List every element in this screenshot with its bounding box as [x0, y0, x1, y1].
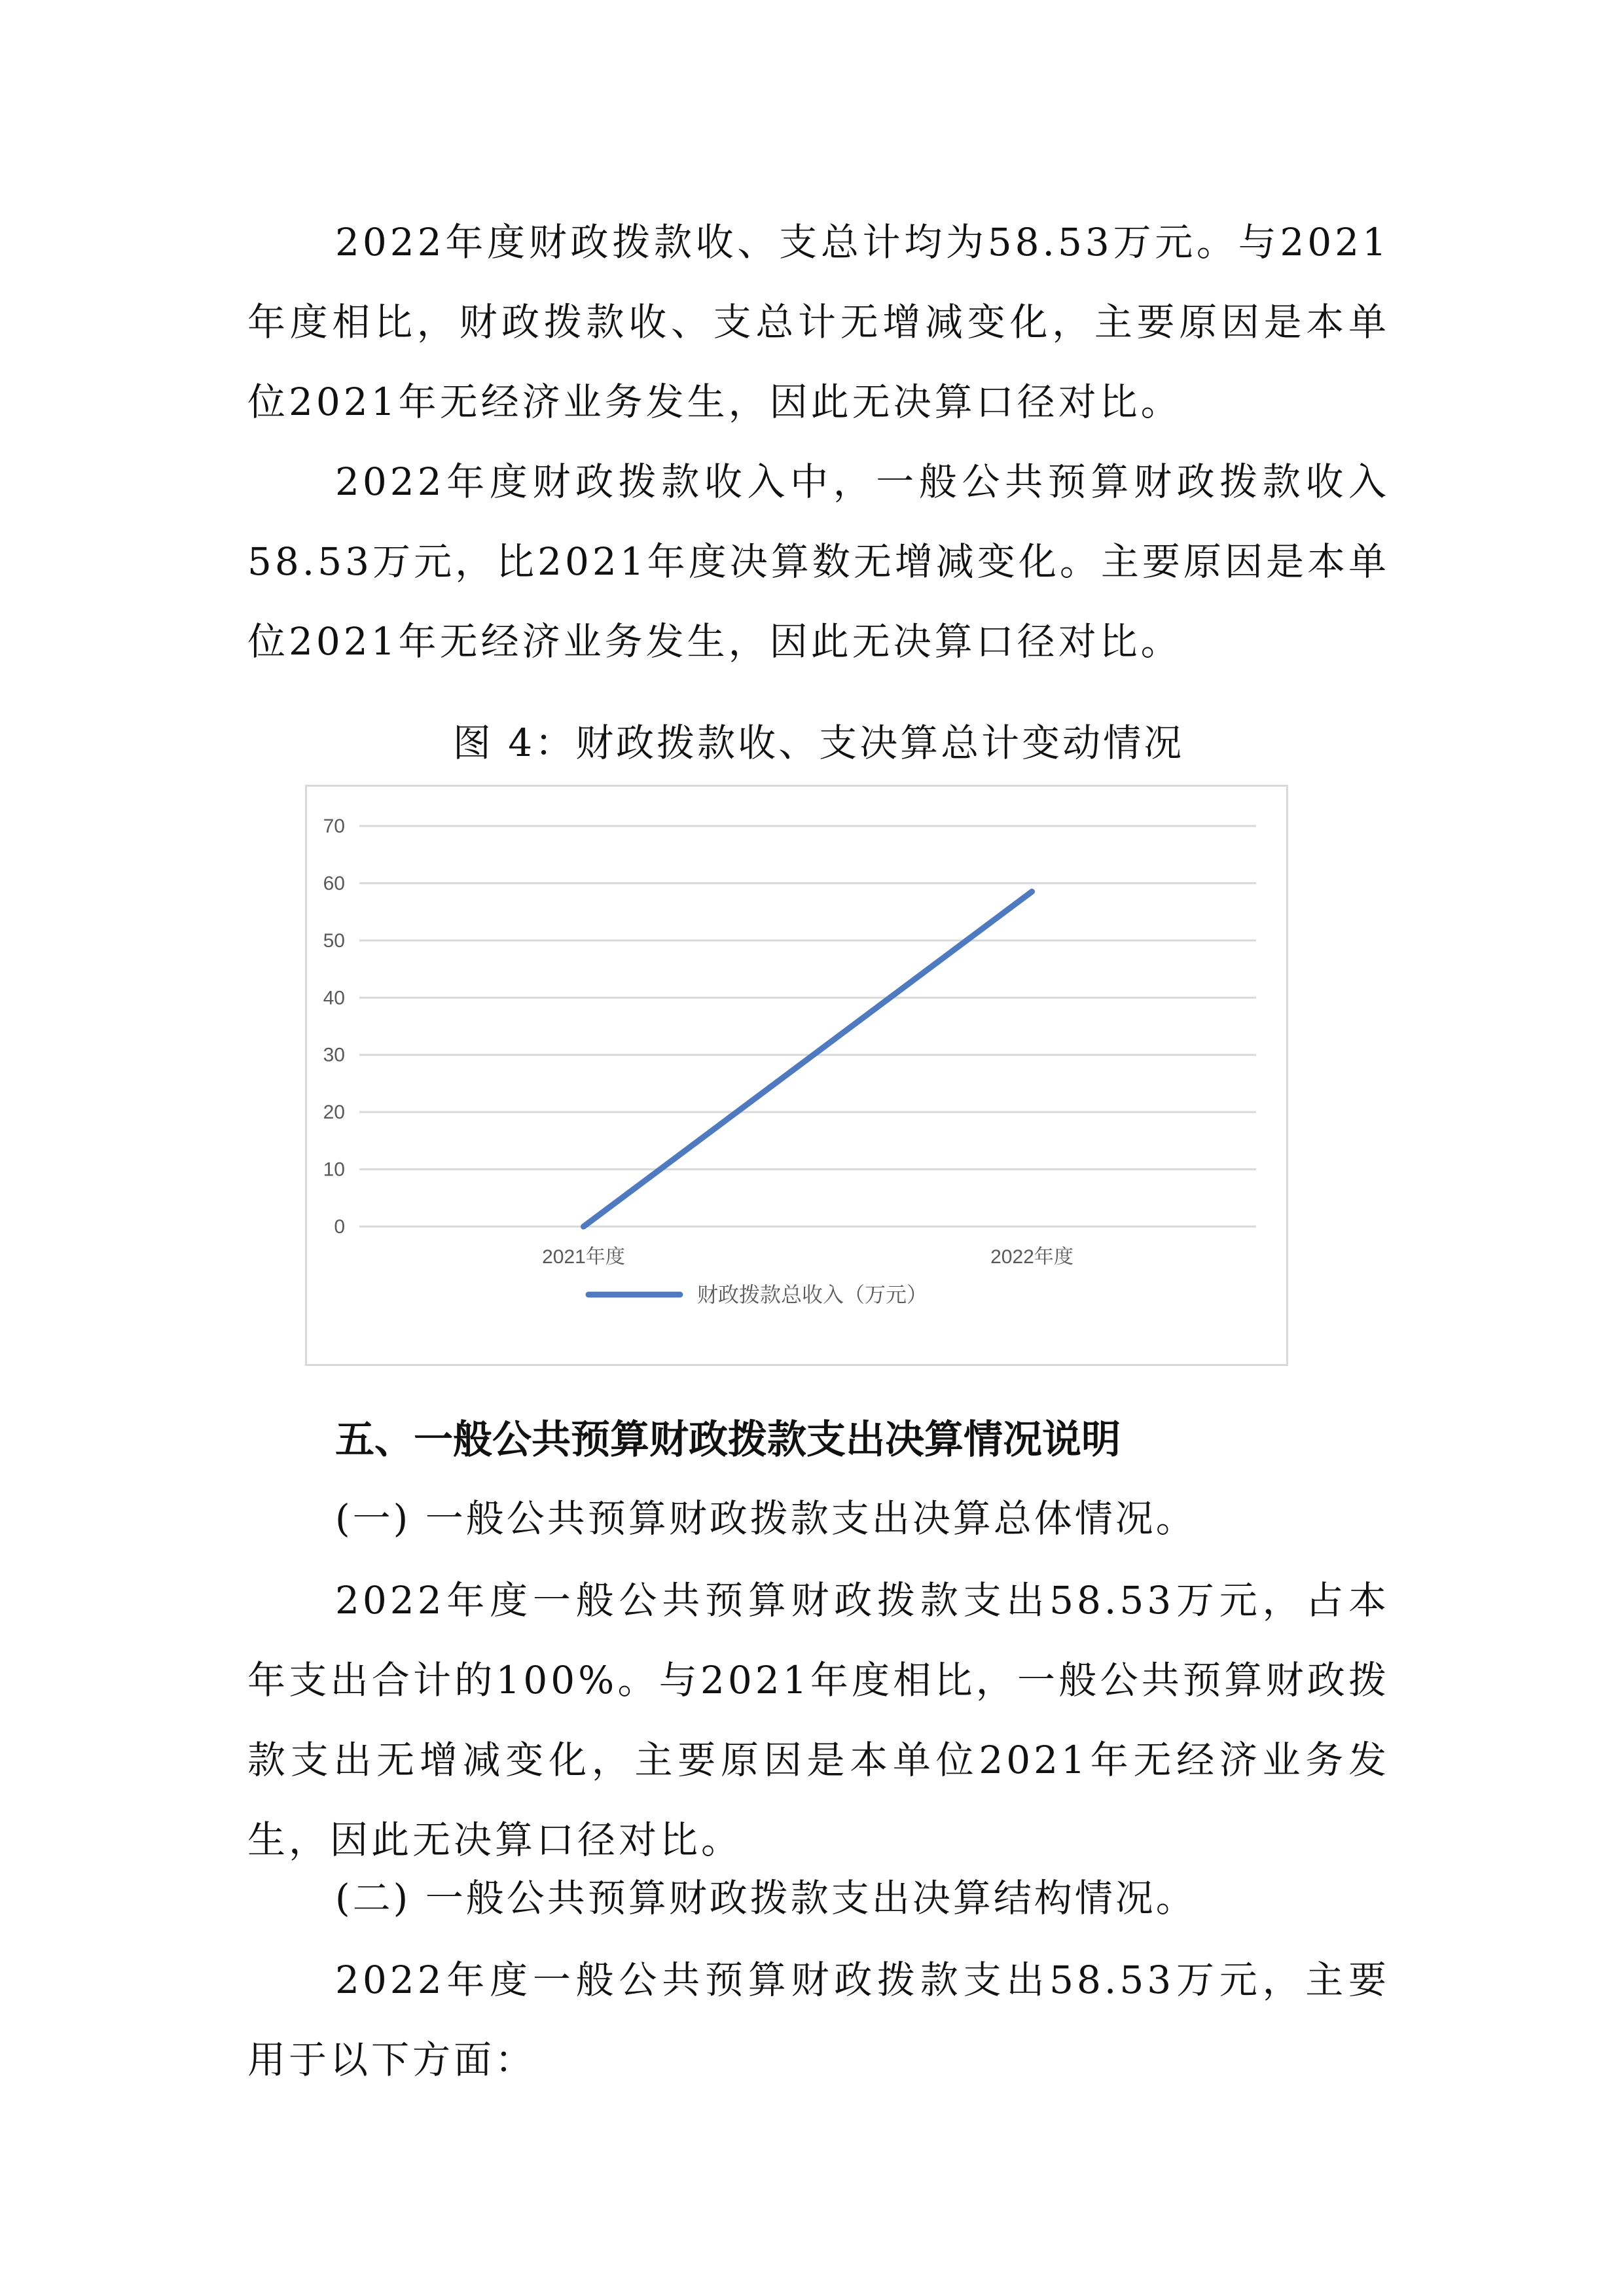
- section-heading: 五、一般公共预算财政拨款支出决算情况说明: [335, 1417, 1121, 1463]
- subheading-structure: (二) 一般公共预算财政拨款支出决算结构情况。: [335, 1876, 1197, 1920]
- x-tick-label: 2021年度: [542, 1246, 625, 1268]
- y-tick-label: 50: [323, 929, 345, 952]
- y-tick-label: 10: [323, 1158, 345, 1181]
- line-chart: [305, 785, 1288, 1366]
- paragraph-total-overview: 2022年度财政拨款收、支总计均为58.53万元。与2021年度相比，财政拨款收、支总计无增减变化，主要原因是本单位2021年无经济业务发生，因此无决算口径对比。: [247, 220, 1390, 424]
- y-tick-label: 70: [323, 816, 345, 837]
- x-tick-label: 2022年度: [990, 1246, 1074, 1268]
- y-tick-label: 20: [323, 1102, 345, 1124]
- legend-label: 财政拨款总收入（万元）: [697, 1283, 928, 1306]
- paragraph-expenditure-structure: 2022年度一般公共预算财政拨款支出58.53万元，主要用于以下方面：: [247, 1958, 1390, 2082]
- y-tick-label: 0: [334, 1216, 345, 1238]
- y-tick-label: 40: [323, 987, 345, 1009]
- subheading-overall: (一) 一般公共预算财政拨款支出决算总体情况。: [335, 1496, 1197, 1541]
- y-tick-label: 60: [323, 872, 345, 895]
- y-tick-label: 30: [323, 1044, 345, 1066]
- paragraph-expenditure-overview: 2022年度一般公共预算财政拨款支出58.53万元，占本年支出合计的100%。与2021年度相比，一般公共预算财政拨款支出无增减变化，主要原因是本单位2021年无经济业务发生，因此无决算口径对比。: [247, 1578, 1390, 1862]
- figure-title: 图 4：财政拨款收、支决算总计变动情况: [452, 721, 1185, 765]
- series-line: [584, 891, 1032, 1227]
- chart-canvas: [307, 787, 1290, 1368]
- paragraph-revenue-detail: 2022年度财政拨款收入中，一般公共预算财政拨款收入58.53万元，比2021年度决算数无增减变化。主要原因是本单位2021年无经济业务发生，因此无决算口径对比。: [247, 459, 1390, 664]
